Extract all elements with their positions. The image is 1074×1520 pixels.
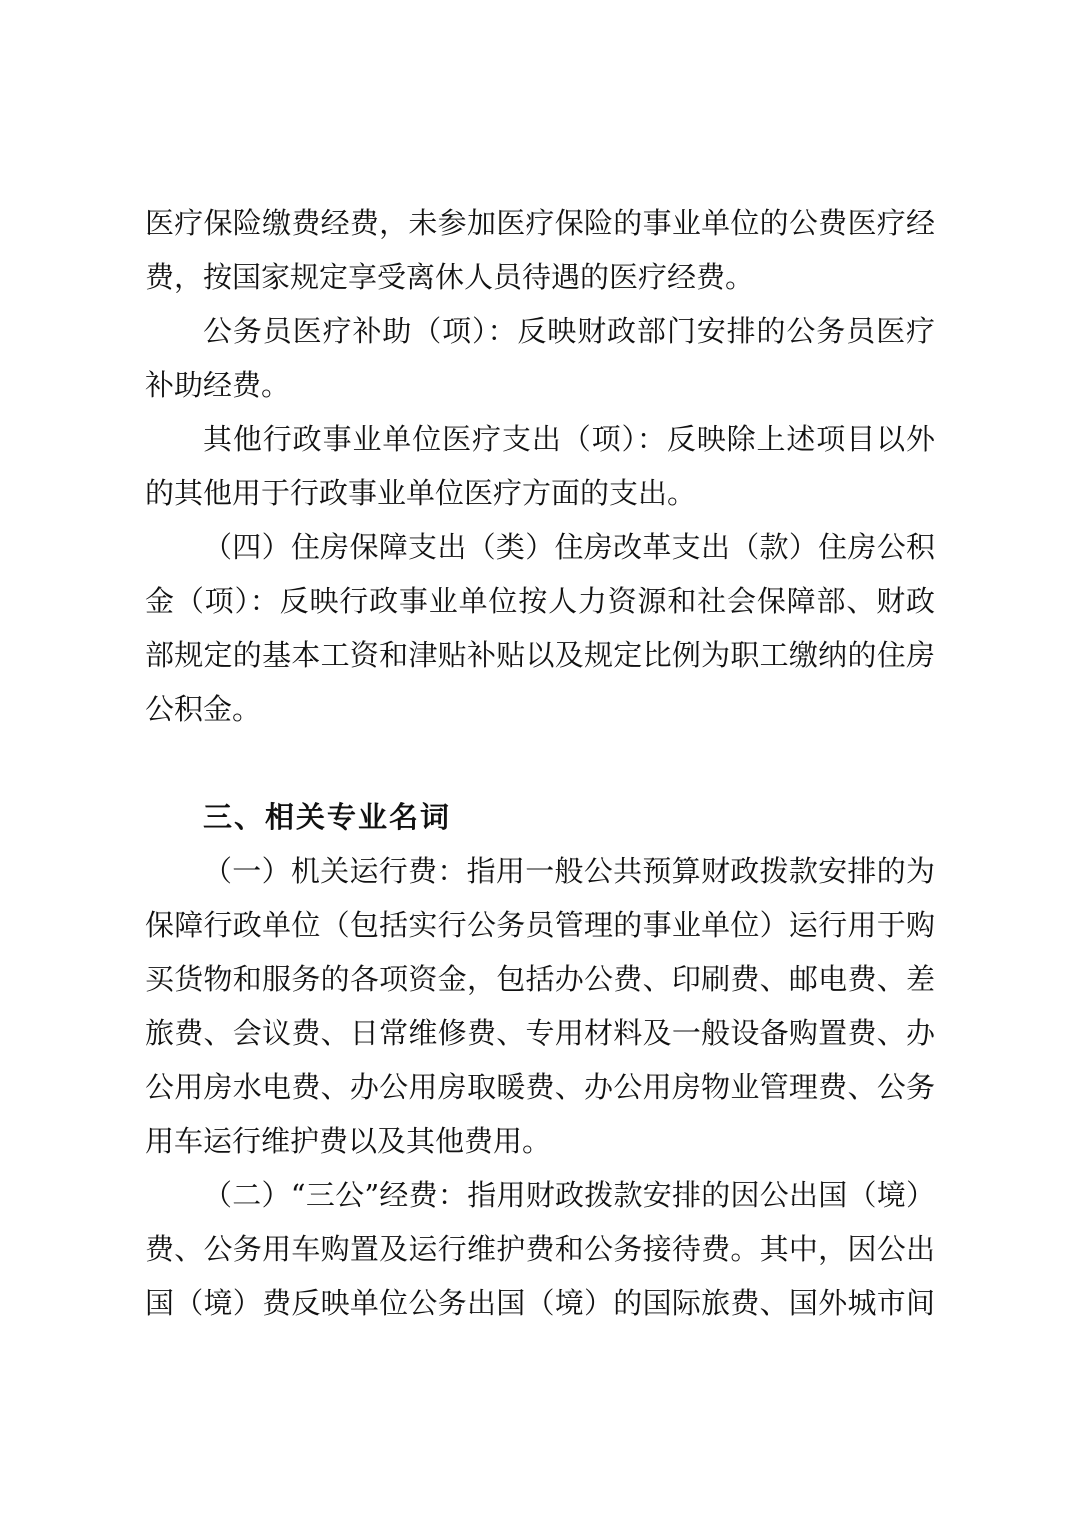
text-line: 旅费、会议费、日常维修费、专用材料及一般设备购置费、办 bbox=[145, 1016, 935, 1050]
text-line: 保障行政单位（包括实行公务员管理的事业单位）运行用于购 bbox=[145, 908, 935, 942]
text-line: 部规定的基本工资和津贴补贴以及规定比例为职工缴纳的住房 bbox=[145, 638, 935, 672]
text-line: 用车运行维护费以及其他费用。 bbox=[145, 1124, 552, 1158]
text-line: （四）住房保障支出（类）住房改革支出（款）住房公积 bbox=[203, 530, 935, 564]
text-line: 医疗保险缴费经费，未参加医疗保险的事业单位的公费医疗经 bbox=[145, 206, 935, 240]
text-line: （二）“三公”经费：指用财政拨款安排的因公出国（境） bbox=[203, 1178, 935, 1212]
text-line: 费，按国家规定享受离休人员待遇的医疗经费。 bbox=[145, 260, 755, 294]
text-line: 的其他用于行政事业单位医疗方面的支出。 bbox=[145, 476, 697, 510]
section-heading: 三、相关专业名词 bbox=[203, 800, 452, 834]
text-line: 金（项）：反映行政事业单位按人力资源和社会保障部、财政 bbox=[145, 584, 935, 618]
text-line: 其他行政事业单位医疗支出（项）：反映除上述项目以外 bbox=[203, 422, 935, 456]
text-line: 公积金。 bbox=[145, 692, 262, 726]
text-line: 费、公务用车购置及运行维护费和公务接待费。其中，因公出 bbox=[145, 1232, 935, 1266]
text-line: 买货物和服务的各项资金，包括办公费、印刷费、邮电费、差 bbox=[145, 962, 935, 996]
text-line: 国（境）费反映单位公务出国（境）的国际旅费、国外城市间 bbox=[145, 1286, 935, 1320]
text-line: （一）机关运行费：指用一般公共预算财政拨款安排的为 bbox=[203, 854, 935, 888]
text-line: 补助经费。 bbox=[145, 368, 291, 402]
text-line: 公用房水电费、办公用房取暖费、办公用房物业管理费、公务 bbox=[145, 1070, 935, 1104]
text-line: 公务员医疗补助（项）：反映财政部门安排的公务员医疗 bbox=[203, 314, 935, 348]
